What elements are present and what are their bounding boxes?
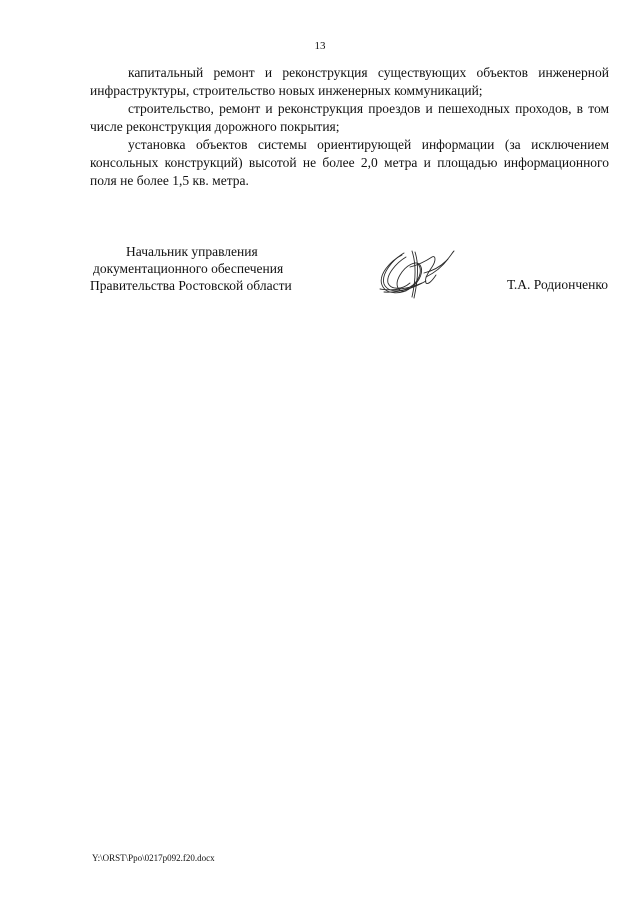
page-number: 13 [314, 40, 326, 52]
position-line: Начальник управления [126, 244, 258, 259]
signatory-name: Т.А. Родионченко [507, 277, 608, 292]
paragraph: строительство, ремонт и реконструкция проездов и пешеходных проходов, в том числе реконструкция дорожного покрытия; [90, 101, 609, 134]
position-line: документационного обеспечения [93, 261, 284, 276]
handwritten-signature-icon [372, 243, 460, 301]
paragraph: установка объектов системы ориентирующей информации (за исключением консольных конструкций) высотой не более 2,0 метра и площадью информационного поля не более 1,5 кв. метра. [90, 137, 609, 188]
body-text [90, 64, 609, 190]
file-path: Y:\ORST\Ppo\0217p092.f20.docx [92, 853, 215, 863]
paragraph: капитальный ремонт и реконструкция существующих объектов инженерной инфраструктуры, строительство новых инженерных коммуникаций; [90, 65, 609, 98]
signatory-position [90, 243, 330, 294]
position-line: Правительства Ростовской области [90, 278, 292, 293]
